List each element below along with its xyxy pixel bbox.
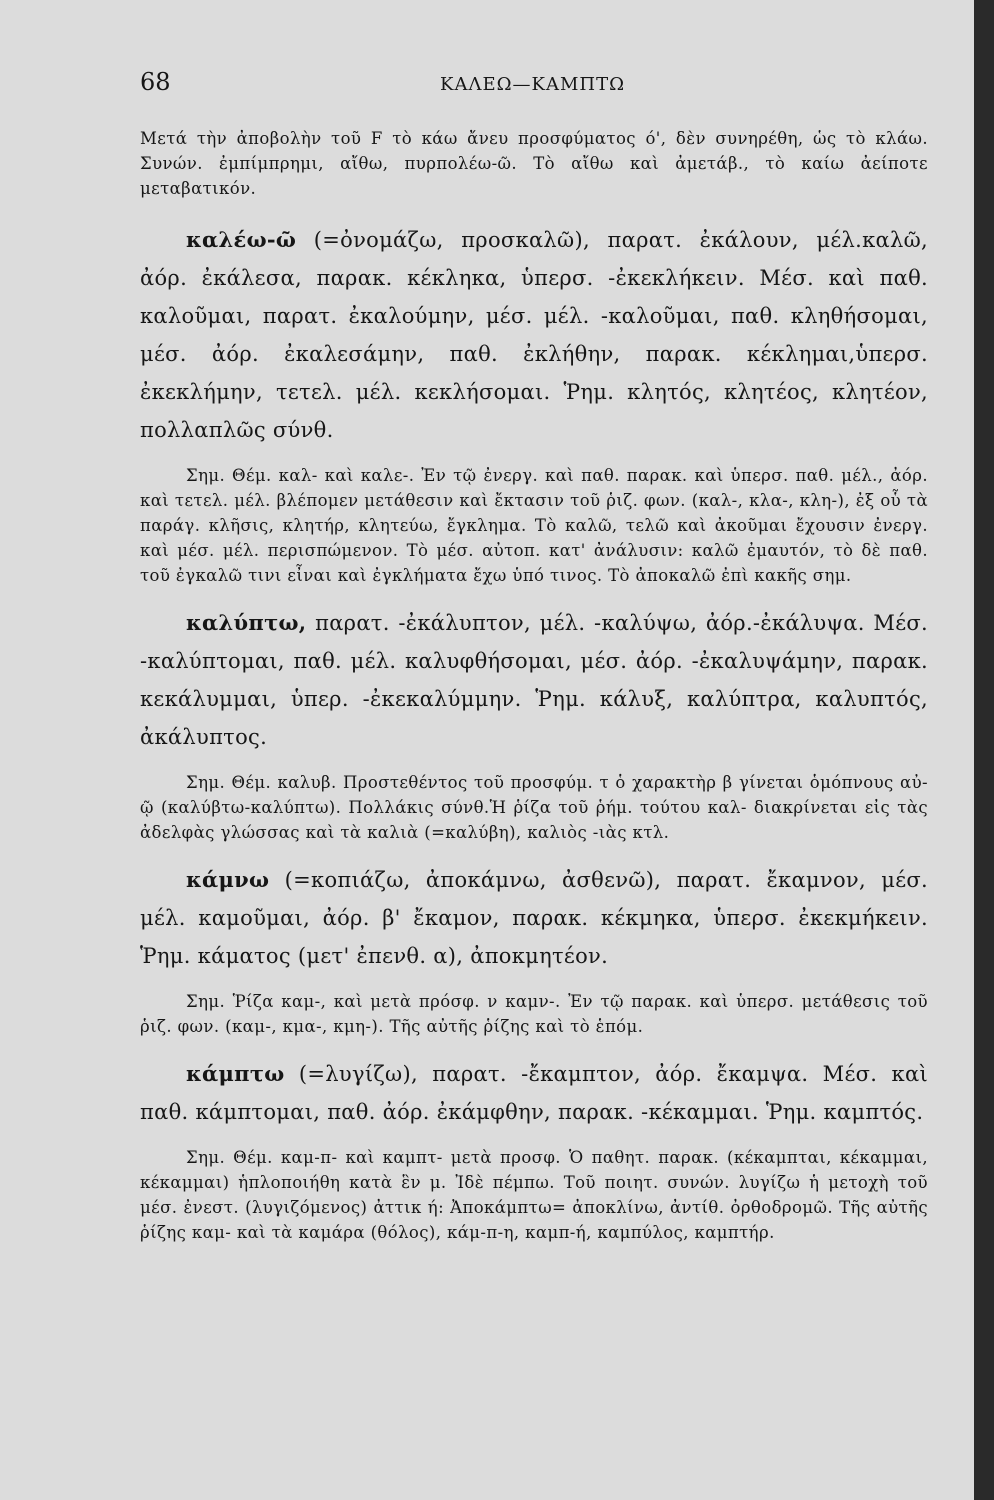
entry-body: (=λυγίζω), παρατ. -ἔκαμπτον, ἀόρ. ἔκαμψα. Μέσ. καὶ παθ. κάμπτομαι, παθ. ἀόρ. ἐκάμφθην, παρακ. -κέκαμμαι. Ῥημ. καμπτός. (140, 1062, 928, 1124)
intro-note: Μετά τὴν ἀποβολὴν τοῦ F τὸ κάω ἄνευ προσφύματος ό', δὲν συνηρέθη, ὡς τὸ κλάω. Συνών. ἐμπίμπρημι, αἴθω, πυρπολέω-ῶ. Τὸ αἴθω καὶ ἀμετάβ., τὸ καίω ἀείποτε μεταβατικόν. (140, 129, 928, 198)
entry-note: Σημ. Ῥίζα καμ-, καὶ μετὰ πρόσφ. ν καμν-. Ἐν τῷ παρακ. καὶ ὑπερσ. μετάθεσις τοῦ ῥιζ. φων. (καμ-, κμα-, κμη-). Τῆς αὐτῆς ῥίζης καὶ τὸ ἑπόμ. (140, 992, 928, 1036)
headword: κάμπτω (186, 1061, 285, 1086)
entry-kamno (140, 861, 928, 975)
entry-note: Σημ. Θέμ. καλυβ. Προστεθέντος τοῦ προσφύμ. τ ὁ χαρακτὴρ β γίνεται ὁμόπνους αὐ-ῷ (καλύβτω-καλύπτω). Πολλάκις σύνθ.Ἡ ῥίζα τοῦ ῥήμ. τούτου καλ- διακρίνεται εἰς τὰς ἀδελφὰς γλώσσας καὶ τὰ καλιὰ (=καλύβη), καλιὸς -ιὰς κτλ. (140, 773, 928, 842)
entry-kaleo (140, 221, 928, 449)
entry-body: (=κοπιάζω, ἀποκάμνω, ἀσθενῶ), παρατ. ἔκαμνον, μέσ. μέλ. καμοῦμαι, ἀόρ. β' ἔκαμον, παρακ. κέκμηκα, ὑπερσ. ἐκεκμήκειν. Ῥημ. κάματος (μετ' ἐπενθ. α), ἀποκμητέον. (140, 868, 928, 968)
headword: κάμνω (186, 867, 270, 892)
headword: καλύπτω, (186, 610, 307, 635)
entry-kalypto (140, 604, 928, 756)
scan-edge (974, 0, 994, 1500)
headword: καλέω-ῶ (186, 227, 297, 252)
entry-body: (=ὀνομάζω, προσκαλῶ), παρατ. ἐκάλουν, μέλ.καλῶ, ἀόρ. ἐκάλεσα, παρακ. κέκληκα, ὑπερσ. -ἐκεκλήκειν. Μέσ. καὶ παθ. καλοῦμαι, παρατ. ἐκαλούμην, μέσ. μέλ. -καλοῦμαι, παθ. κληθήσομαι, μέσ. ἀόρ. ἐκαλεσάμην, παθ. ἐκλήθην, παρακ. κέκλημαι,ὑπερσ. ἐκεκλήμην, τετελ. μέλ. κεκλήσομαι. Ῥημ. κλητός, κλητέος, κλητέον, πολλαπλῶς σύνθ. (140, 228, 928, 442)
page-header (140, 68, 940, 104)
entry-note: Σημ. Θέμ. καλ- καὶ καλε-. Ἐν τῷ ἐνεργ. καὶ παθ. παρακ. καὶ ὑπερσ. παθ. μέλ., ἀόρ. καὶ τετελ. μέλ. βλέπομεν μετάθεσιν καὶ ἔκτασιν τοῦ ῥιζ. φων. (καλ-, κλα-, κλη-), ἐξ οὗ τὰ παράγ. κλῆσις, κλητήρ, κλητεύω, ἔγκλημα. Τὸ καλῶ, τελῶ καὶ ἀκοῦμαι ἔχουσιν ἐνεργ. καὶ μέσ. μέλ. περισπώμενον. Τὸ μέσ. αὐτοπ. κατ' ἀνάλυσιν: καλῶ ἐμαυτόν, τὸ δὲ παθ. τοῦ ἐγκαλῶ τινι εἶναι καὶ ἐγκλήματα ἔχω ὑπό τινος. Τὸ ἀποκαλῶ ἐπὶ κακῆς σημ. (140, 466, 928, 585)
running-head: ΚΑΛΕΩ—ΚΑΜΠΤΩ (440, 74, 626, 95)
entry-kampto (140, 1055, 928, 1131)
page-body (140, 126, 928, 1245)
entry-body: παρατ. -ἐκάλυπτον, μέλ. -καλύψω, ἀόρ.-ἐκάλυψα. Μέσ. -καλύπτομαι, παθ. μέλ. καλυφθήσομαι, μέσ. ἀόρ. -ἐκαλυψάμην, παρακ. κεκάλυμμαι, ὑπερ. -ἐκεκαλύμμην. Ῥημ. κάλυξ, καλύπτρα, καλυπτός, ἀκάλυπτος. (140, 611, 928, 749)
entry-note: Σημ. Θέμ. καμ-π- καὶ καμπτ- μετὰ προσφ. Ὁ παθητ. παρακ. (κέκαμπται, κέκαμμαι, κέκαμμαι) ἡπλοποιήθη κατὰ ἓν μ. Ἰδὲ πέμπω. Τοῦ ποιητ. συνών. λυγίζω ἡ μετοχὴ τοῦ μέσ. ἐνεστ. (λυγιζόμενος) ἀττικ ή: Ἀποκάμπτω= ἀποκλίνω, ἀντίθ. ὀρθοδρομῶ. Τῆς αὐτῆς ῥίζης καμ- καὶ τὰ καμάρα (θόλος), κάμ-π-η, καμπ-ή, καμπύλος, καμπτήρ. (140, 1148, 928, 1242)
page-number: 68 (140, 68, 171, 96)
